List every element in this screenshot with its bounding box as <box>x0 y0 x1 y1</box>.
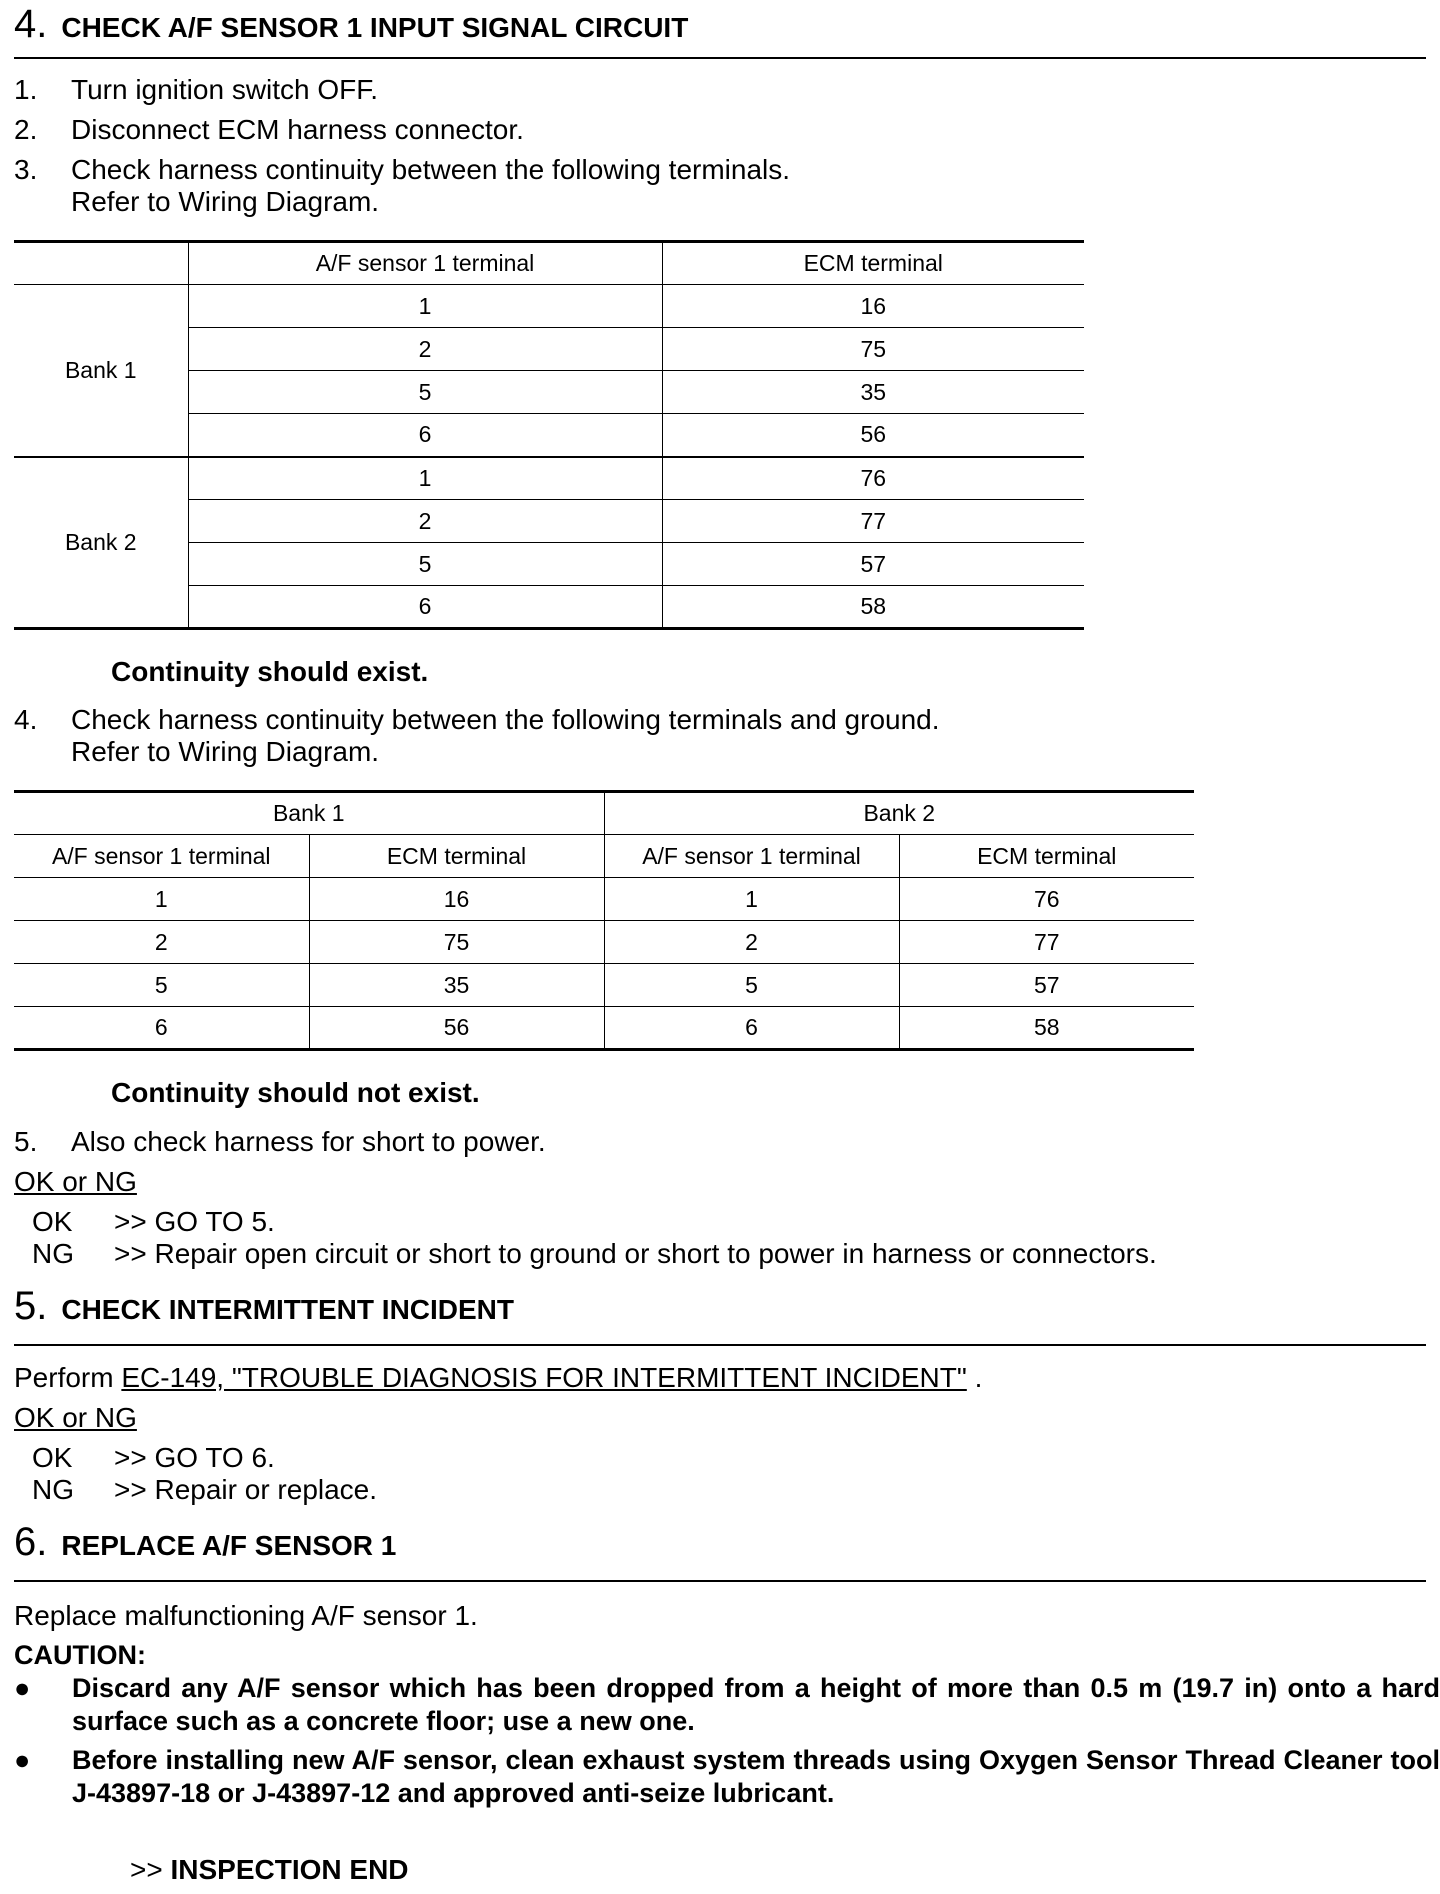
step-4: 4. Check harness continuity between the following terminals and ground. <box>14 704 940 735</box>
section-5-heading <box>14 1284 514 1329</box>
ok-or-ng-label: OK or NG <box>14 1166 137 1197</box>
section-5-number: 5. <box>14 1284 48 1328</box>
intermittent-incident-link[interactable]: EC-149, "TROUBLE DIAGNOSIS FOR INTERMITTENT INCIDENT" <box>121 1362 967 1393</box>
step-2: 2. Disconnect ECM harness connector. <box>14 114 524 145</box>
table-row: 6 56 6 58 <box>14 1007 1194 1050</box>
table2-bank-2-header: Bank 2 <box>604 792 1194 835</box>
table-row: 1 16 1 76 <box>14 878 1194 921</box>
continuity-table-2 <box>14 790 1194 1051</box>
ng-result: NG >> Repair open circuit or short to ground or short to power in harness or connectors. <box>32 1238 1157 1269</box>
continuity-note-2: Continuity should not exist. <box>111 1077 480 1108</box>
table1-header-ecm: ECM terminal <box>662 242 1084 285</box>
table-row: 2 75 2 77 <box>14 921 1194 964</box>
section-6-title: REPLACE A/F SENSOR 1 <box>61 1530 397 1561</box>
step-1: 1. Turn ignition switch OFF. <box>14 74 379 105</box>
table-row: 2 77 <box>14 500 1084 543</box>
step-3: 3. Check harness continuity between the following terminals. <box>14 154 791 185</box>
step-3-reference: Refer to Wiring Diagram. <box>71 186 380 217</box>
inspection-end: >> INSPECTION END <box>130 1854 409 1885</box>
continuity-table-1 <box>14 240 1084 630</box>
section-4-rule <box>14 57 1426 59</box>
section-6-rule <box>14 1580 1426 1582</box>
table-row: Bank 2 1 76 <box>14 457 1084 500</box>
step-4-reference: Refer to Wiring Diagram. <box>71 736 380 767</box>
replace-text: Replace malfunctioning A/F sensor 1. <box>14 1600 478 1631</box>
table1-header-blank <box>14 242 188 285</box>
step-5: 5. Also check harness for short to power. <box>14 1126 546 1157</box>
caution-bullet-2: ● Before installing new A/F sensor, clean exhaust system threads using Oxygen Sensor Thread Cleaner tool J-43897-18 or J-43897-12 and approved anti-seize lubricant. <box>14 1745 1440 1808</box>
table1-header-sensor: A/F sensor 1 terminal <box>188 242 662 285</box>
section-5-rule <box>14 1344 1426 1346</box>
table-row: 5 35 5 57 <box>14 964 1194 1007</box>
caution-label: CAUTION: <box>14 1640 146 1670</box>
ok-result: OK >> GO TO 6. <box>32 1442 275 1473</box>
caution-bullet-1: ● Discard any A/F sensor which has been dropped from a height of more than 0.5 m (19.7 in) onto a hard surface such as a concrete floor; use a new one. <box>14 1673 1440 1736</box>
ok-result: OK >> GO TO 5. <box>32 1206 275 1237</box>
table-row: 2 75 <box>14 328 1084 371</box>
bank-1-label: Bank 1 <box>14 285 188 457</box>
table2-col-header: A/F sensor 1 terminal <box>604 835 899 878</box>
section-5-title: CHECK INTERMITTENT INCIDENT <box>61 1294 515 1325</box>
section-6-heading <box>14 1520 396 1565</box>
table2-col-header: A/F sensor 1 terminal <box>14 835 309 878</box>
table2-col-header: ECM terminal <box>899 835 1194 878</box>
ok-or-ng-label: OK or NG <box>14 1402 137 1433</box>
bank-2-label: Bank 2 <box>14 457 188 629</box>
table2-col-header: ECM terminal <box>309 835 604 878</box>
section-4-number: 4. <box>14 2 48 46</box>
table-row: 6 58 <box>14 586 1084 629</box>
bullet-dot-icon: ● <box>14 1673 31 1703</box>
table-row: 6 56 <box>14 414 1084 457</box>
table2-bank-1-header: Bank 1 <box>14 792 604 835</box>
section-4-heading <box>14 2 688 47</box>
section-4-title: CHECK A/F SENSOR 1 INPUT SIGNAL CIRCUIT <box>61 12 689 43</box>
table-row: 5 35 <box>14 371 1084 414</box>
table-row: Bank 1 1 16 <box>14 285 1084 328</box>
continuity-note-1: Continuity should exist. <box>111 656 429 687</box>
table-row: 5 57 <box>14 543 1084 586</box>
ng-result: NG >> Repair or replace. <box>32 1474 378 1505</box>
bullet-dot-icon: ● <box>14 1745 31 1775</box>
section-6-number: 6. <box>14 1520 48 1564</box>
perform-line: Perform EC-149, "TROUBLE DIAGNOSIS FOR INTERMITTENT INCIDENT" . <box>14 1362 983 1393</box>
